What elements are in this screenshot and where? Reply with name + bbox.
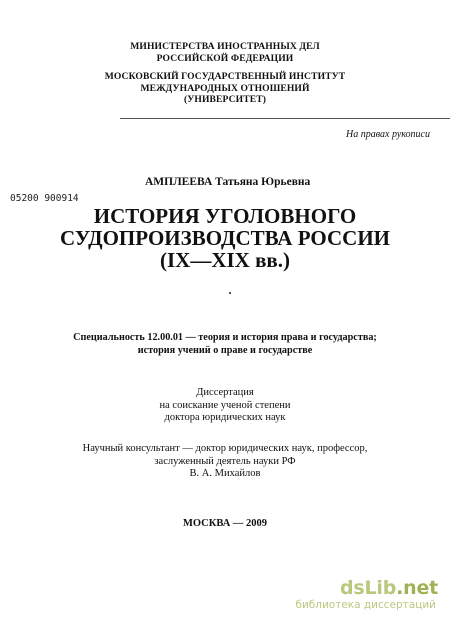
title-line-3: (IX—XIX вв.) <box>159 248 290 272</box>
institute-line-1: МОСКОВСКИЙ ГОСУДАРСТВЕННЫЙ ИНСТИТУТ <box>104 71 346 82</box>
scan-speck <box>229 292 231 294</box>
consultant-line-1: Научный консультант — доктор юридических наук, профессор, <box>82 443 368 454</box>
consultant-block <box>0 443 450 481</box>
specialty-block <box>0 332 450 357</box>
dissertation-title <box>0 205 450 271</box>
title-line-2: СУДОПРОИЗВОДСТВА РОССИИ <box>59 226 391 250</box>
watermark-logo <box>340 578 438 598</box>
header-divider <box>120 118 450 119</box>
degree-block <box>0 387 450 425</box>
institute-heading <box>0 71 450 106</box>
author-name: АМПЛЕЕВА Татьяна Юрьевна <box>145 176 311 188</box>
library-stamp: 05200 900914 <box>10 193 79 204</box>
ministry-line-1: МИНИСТЕРСТВА ИНОСТРАННЫХ ДЕЛ <box>130 41 320 52</box>
consultant-line-2: заслуженный деятель науки РФ <box>154 455 296 467</box>
watermark-subtitle: библиотека диссертаций <box>295 599 436 611</box>
institute-line-3: (УНИВЕРСИТЕТ) <box>183 94 267 105</box>
rights-note: На правах рукописи <box>346 129 430 140</box>
degree-line-3: доктора юридических наук <box>164 412 286 423</box>
ministry-heading <box>0 41 450 64</box>
ministry-line-2: РОССИЙСКОЙ ФЕДЕРАЦИИ <box>156 52 294 64</box>
watermark-name-prefix: dsLib <box>340 577 397 599</box>
specialty-line-2: история учений о праве и государстве <box>137 344 313 356</box>
specialty-line-1: Специальность 12.00.01 — теория и история права и государства; <box>73 332 377 343</box>
consultant-line-3: В. А. Михайлов <box>189 468 261 479</box>
degree-line-2: на соискание ученой степени <box>159 399 291 411</box>
watermark <box>0 578 450 614</box>
degree-line-1: Диссертация <box>196 387 254 398</box>
institute-line-2: МЕЖДУНАРОДНЫХ ОТНОШЕНИЙ <box>140 82 310 94</box>
city-year: МОСКВА — 2009 <box>182 518 268 529</box>
watermark-name-suffix: .net <box>396 577 439 599</box>
title-line-1: ИСТОРИЯ УГОЛОВНОГО <box>93 204 357 228</box>
